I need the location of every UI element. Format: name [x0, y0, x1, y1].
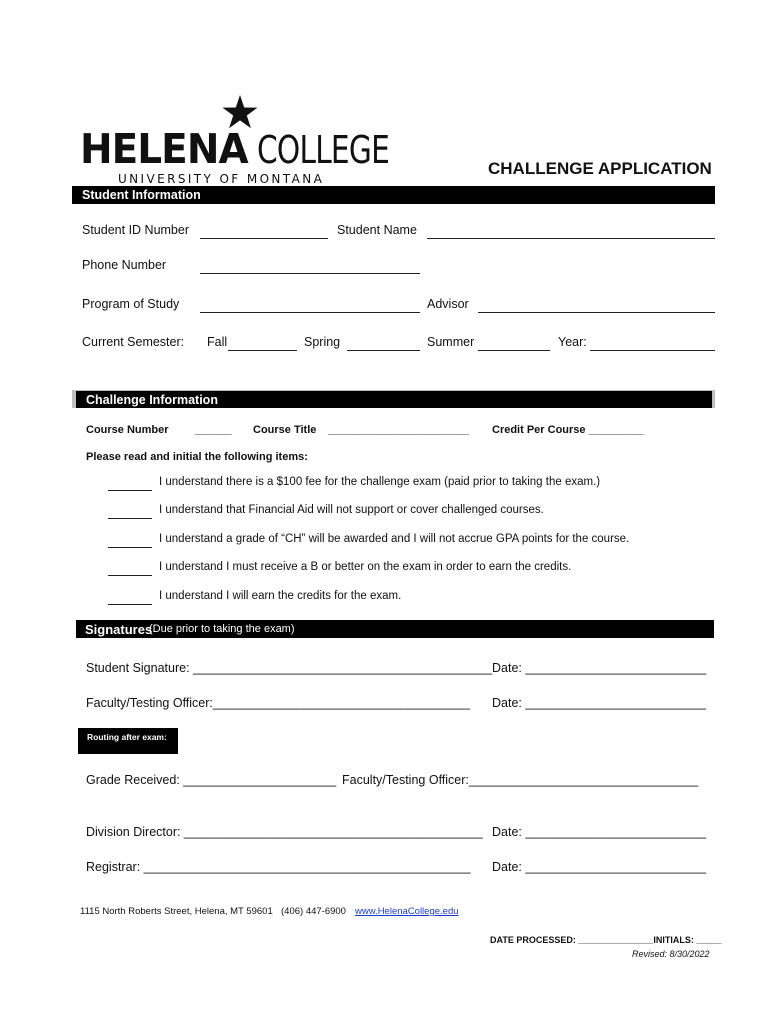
student-signature-date-field[interactable]: Date: __________________________	[492, 661, 707, 675]
program-field[interactable]	[200, 312, 420, 313]
acknowledgement-text: I understand I will earn the credits for the exam.	[159, 590, 402, 602]
footer-address: 1115 North Roberts Street, Helena, MT 59601	[80, 906, 273, 917]
spring-field[interactable]	[347, 350, 420, 351]
acknowledgement-text: I understand I must receive a B or better on the exam in order to earn the credits.	[159, 561, 572, 573]
division-director-date-field[interactable]: Date: __________________________	[492, 825, 707, 839]
logo-word-college: COLLEGE	[256, 128, 389, 172]
student-name-label: Student Name	[337, 223, 417, 237]
routing-faculty-field[interactable]: Faculty/Testing Officer:_________________________________	[342, 773, 699, 787]
routing-label: Routing after exam:	[87, 732, 167, 742]
signatures-header-label: Signatures	[85, 622, 153, 637]
current-semester-label: Current Semester:	[82, 335, 185, 349]
footer-website-link[interactable]: www.HelenaCollege.edu	[355, 906, 459, 917]
credit-per-course-field[interactable]: Credit Per Course _________	[492, 424, 644, 436]
student-info-header	[72, 186, 715, 204]
phone-field[interactable]	[200, 273, 420, 274]
instructions-text: Please read and initial the following items:	[86, 451, 308, 463]
fall-field[interactable]	[228, 350, 297, 351]
student-info-header-label: Student Information	[82, 188, 201, 202]
initial-field[interactable]	[108, 518, 152, 519]
date-processed-field[interactable]: DATE PROCESSED: _______________INITIALS: _____	[490, 935, 722, 945]
page-title: CHALLENGE APPLICATION	[488, 159, 712, 178]
course-number-label: Course Number	[86, 424, 169, 436]
course-title-field[interactable]: _______________________	[328, 424, 469, 436]
summer-label: Summer	[427, 335, 475, 349]
logo-wordmark	[80, 125, 426, 173]
star-icon	[222, 95, 258, 129]
initial-field[interactable]	[108, 547, 152, 548]
challenge-info-header-label: Challenge Information	[86, 393, 218, 407]
student-signature-field[interactable]: Student Signature: ___________________________________________	[86, 661, 492, 675]
signatures-header-note: (Due prior to taking the exam)	[149, 623, 295, 635]
summer-field[interactable]	[478, 350, 550, 351]
year-field[interactable]	[590, 350, 715, 351]
course-number-field[interactable]: ______	[195, 424, 232, 436]
signatures-header	[76, 620, 714, 638]
faculty-signature-field[interactable]: Faculty/Testing Officer:_____________________________________	[86, 696, 471, 710]
year-label: Year:	[558, 335, 587, 349]
initial-field[interactable]	[108, 575, 152, 576]
grade-received-field[interactable]: Grade Received: ______________________	[86, 773, 337, 787]
initial-field[interactable]	[108, 490, 152, 491]
advisor-field[interactable]	[478, 312, 715, 313]
logo-subtitle: UNIVERSITY OF MONTANA	[118, 172, 325, 186]
revised-date: Revised: 8/30/2022	[632, 949, 710, 959]
advisor-label: Advisor	[427, 297, 469, 311]
registrar-date-field[interactable]: Date: __________________________	[492, 860, 707, 874]
routing-label-box	[78, 728, 178, 754]
logo-word-helena: HELENA	[80, 125, 248, 173]
acknowledgement-text: I understand that Financial Aid will not support or cover challenged courses.	[159, 504, 544, 516]
student-id-label: Student ID Number	[82, 223, 189, 237]
fall-label: Fall	[207, 335, 228, 349]
division-director-field[interactable]: Division Director: ___________________________________________	[86, 825, 483, 839]
initial-field[interactable]	[108, 604, 152, 605]
faculty-signature-date-field[interactable]: Date: __________________________	[492, 696, 707, 710]
challenge-info-header	[76, 391, 712, 408]
course-title-label: Course Title	[253, 424, 317, 436]
phone-label: Phone Number	[82, 258, 167, 272]
student-name-field[interactable]	[427, 238, 715, 239]
acknowledgement-text: I understand a grade of “CH” will be awarded and I will not accrue GPA points for the course.	[159, 533, 630, 545]
spring-label: Spring	[304, 335, 341, 349]
acknowledgement-text: I understand there is a $100 fee for the challenge exam (paid prior to taking the exam.)	[159, 476, 601, 488]
program-label: Program of Study	[82, 297, 180, 311]
registrar-field[interactable]: Registrar: _______________________________________________	[86, 860, 471, 874]
student-id-field[interactable]	[200, 238, 328, 239]
footer-phone: (406) 447-6900	[281, 906, 346, 917]
